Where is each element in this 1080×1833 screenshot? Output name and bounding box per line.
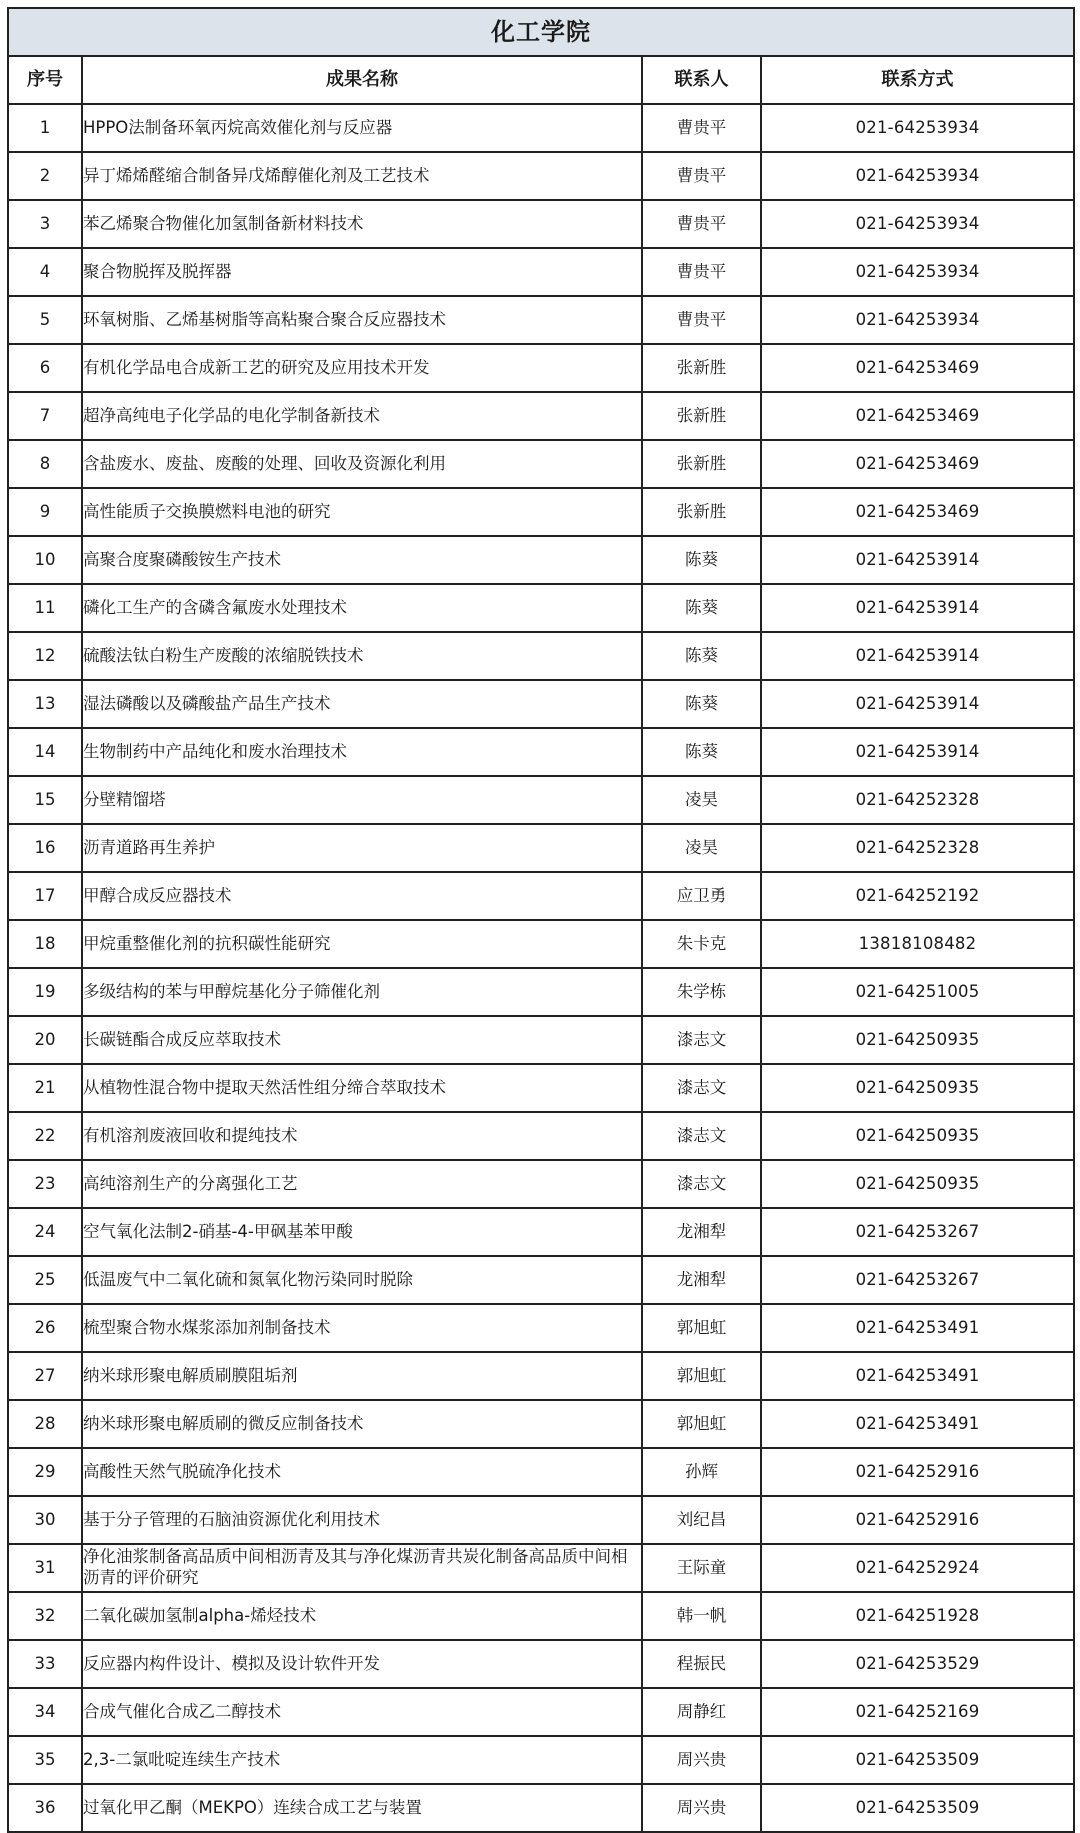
row-number: 21 — [8, 1064, 82, 1112]
table-row — [8, 1256, 1074, 1304]
contact-phone: 021-64253934 — [761, 200, 1074, 248]
contact-phone: 021-64253914 — [761, 728, 1074, 776]
contact-phone: 021-64253267 — [761, 1208, 1074, 1256]
row-number: 33 — [8, 1640, 82, 1688]
contact-person: 曹贵平 — [642, 248, 761, 296]
contact-phone: 021-64252924 — [761, 1544, 1074, 1592]
achievement-name: 硫酸法钛白粉生产废酸的浓缩脱铁技术 — [82, 632, 642, 680]
row-number: 11 — [8, 584, 82, 632]
table-row — [8, 104, 1074, 152]
contact-phone: 021-64253914 — [761, 680, 1074, 728]
achievement-name: 湿法磷酸以及磷酸盐产品生产技术 — [82, 680, 642, 728]
contact-phone: 021-64253914 — [761, 632, 1074, 680]
table-row — [8, 1400, 1074, 1448]
row-number: 30 — [8, 1496, 82, 1544]
table-row — [8, 1688, 1074, 1736]
table-row — [8, 632, 1074, 680]
table-row — [8, 440, 1074, 488]
header-contact: 联系人 — [642, 56, 761, 104]
table-row — [8, 776, 1074, 824]
table-row — [8, 1784, 1074, 1832]
achievement-name: 合成气催化合成乙二醇技术 — [82, 1688, 642, 1736]
row-number: 31 — [8, 1544, 82, 1592]
contact-phone: 021-64251928 — [761, 1592, 1074, 1640]
contact-phone: 021-64252916 — [761, 1496, 1074, 1544]
table-row — [8, 872, 1074, 920]
achievement-name: 净化油浆制备高品质中间相沥青及其与净化煤沥青共炭化制备高品质中间相沥青的评价研究 — [82, 1544, 642, 1592]
achievement-name: 过氧化甲乙酮（MEKPO）连续合成工艺与装置 — [82, 1784, 642, 1832]
contact-person: 龙湘犁 — [642, 1256, 761, 1304]
table-row — [8, 920, 1074, 968]
page-title: 化工学院 — [8, 8, 1074, 56]
contact-person: 陈葵 — [642, 728, 761, 776]
row-number: 34 — [8, 1688, 82, 1736]
contact-phone: 021-64253469 — [761, 344, 1074, 392]
contact-person: 张新胜 — [642, 440, 761, 488]
row-number: 16 — [8, 824, 82, 872]
contact-person: 陈葵 — [642, 536, 761, 584]
row-number: 14 — [8, 728, 82, 776]
contact-phone: 021-64252916 — [761, 1448, 1074, 1496]
table-row — [8, 536, 1074, 584]
achievement-name: 沥青道路再生养护 — [82, 824, 642, 872]
achievement-name: 多级结构的苯与甲醇烷基化分子筛催化剂 — [82, 968, 642, 1016]
achievement-name: 低温废气中二氧化硫和氮氧化物污染同时脱除 — [82, 1256, 642, 1304]
contact-phone: 021-64252328 — [761, 824, 1074, 872]
achievement-name: HPPO法制备环氧丙烷高效催化剂与反应器 — [82, 104, 642, 152]
contact-person: 漆志文 — [642, 1016, 761, 1064]
row-number: 22 — [8, 1112, 82, 1160]
table-row — [8, 1640, 1074, 1688]
table-row — [8, 824, 1074, 872]
contact-person: 应卫勇 — [642, 872, 761, 920]
contact-phone: 021-64250935 — [761, 1016, 1074, 1064]
table-row — [8, 1160, 1074, 1208]
contact-phone: 021-64250935 — [761, 1112, 1074, 1160]
contact-phone: 021-64253509 — [761, 1736, 1074, 1784]
contact-phone: 021-64252328 — [761, 776, 1074, 824]
contact-phone: 021-64253509 — [761, 1784, 1074, 1832]
contact-phone: 021-64250935 — [761, 1160, 1074, 1208]
contact-person: 郭旭虹 — [642, 1400, 761, 1448]
contact-person: 郭旭虹 — [642, 1304, 761, 1352]
contact-person: 曹贵平 — [642, 104, 761, 152]
row-number: 18 — [8, 920, 82, 968]
achievement-name: 高纯溶剂生产的分离强化工艺 — [82, 1160, 642, 1208]
table-row — [8, 1304, 1074, 1352]
table-row — [8, 1112, 1074, 1160]
row-number: 28 — [8, 1400, 82, 1448]
contact-phone: 021-64253914 — [761, 584, 1074, 632]
table-row — [8, 1016, 1074, 1064]
contact-person: 陈葵 — [642, 680, 761, 728]
contact-phone: 021-64253491 — [761, 1352, 1074, 1400]
contact-person: 凌昊 — [642, 824, 761, 872]
achievement-name: 有机化学品电合成新工艺的研究及应用技术开发 — [82, 344, 642, 392]
contact-phone: 021-64250935 — [761, 1064, 1074, 1112]
row-number: 3 — [8, 200, 82, 248]
results-table — [7, 7, 1075, 1833]
achievement-name: 超净高纯电子化学品的电化学制备新技术 — [82, 392, 642, 440]
row-number: 20 — [8, 1016, 82, 1064]
table-row — [8, 1064, 1074, 1112]
contact-person: 张新胜 — [642, 488, 761, 536]
achievement-name: 高性能质子交换膜燃料电池的研究 — [82, 488, 642, 536]
contact-phone: 021-64252169 — [761, 1688, 1074, 1736]
row-number: 6 — [8, 344, 82, 392]
table-row — [8, 584, 1074, 632]
contact-phone: 021-64251005 — [761, 968, 1074, 1016]
achievement-name: 环氧树脂、乙烯基树脂等高粘聚合聚合反应器技术 — [82, 296, 642, 344]
table-row — [8, 248, 1074, 296]
table-row — [8, 392, 1074, 440]
row-number: 36 — [8, 1784, 82, 1832]
achievement-name: 分壁精馏塔 — [82, 776, 642, 824]
table-row — [8, 344, 1074, 392]
row-number: 23 — [8, 1160, 82, 1208]
contact-phone: 021-64253529 — [761, 1640, 1074, 1688]
achievement-name: 聚合物脱挥及脱挥器 — [82, 248, 642, 296]
achievement-name: 苯乙烯聚合物催化加氢制备新材料技术 — [82, 200, 642, 248]
achievement-name: 梳型聚合物水煤浆添加剂制备技术 — [82, 1304, 642, 1352]
row-number: 27 — [8, 1352, 82, 1400]
row-number: 8 — [8, 440, 82, 488]
header-no: 序号 — [8, 56, 82, 104]
row-number: 19 — [8, 968, 82, 1016]
contact-person: 凌昊 — [642, 776, 761, 824]
row-number: 15 — [8, 776, 82, 824]
contact-phone: 021-64253934 — [761, 152, 1074, 200]
achievement-name: 甲烷重整催化剂的抗积碳性能研究 — [82, 920, 642, 968]
contact-person: 曹贵平 — [642, 152, 761, 200]
achievement-name: 基于分子管理的石脑油资源优化利用技术 — [82, 1496, 642, 1544]
contact-person: 曹贵平 — [642, 296, 761, 344]
row-number: 4 — [8, 248, 82, 296]
table-row — [8, 1208, 1074, 1256]
achievement-name: 含盐废水、废盐、废酸的处理、回收及资源化利用 — [82, 440, 642, 488]
achievement-name: 生物制药中产品纯化和废水治理技术 — [82, 728, 642, 776]
table-row — [8, 152, 1074, 200]
row-number: 2 — [8, 152, 82, 200]
achievement-name: 2,3-二氯吡啶连续生产技术 — [82, 1736, 642, 1784]
contact-person: 龙湘犁 — [642, 1208, 761, 1256]
contact-phone: 021-64252192 — [761, 872, 1074, 920]
row-number: 10 — [8, 536, 82, 584]
header-phone: 联系方式 — [761, 56, 1074, 104]
achievement-name: 从植物性混合物中提取天然活性组分缔合萃取技术 — [82, 1064, 642, 1112]
row-number: 32 — [8, 1592, 82, 1640]
contact-phone: 021-64253469 — [761, 392, 1074, 440]
achievement-name: 磷化工生产的含磷含氟废水处理技术 — [82, 584, 642, 632]
contact-person: 漆志文 — [642, 1112, 761, 1160]
contact-person: 孙辉 — [642, 1448, 761, 1496]
table-row — [8, 680, 1074, 728]
contact-person: 郭旭虹 — [642, 1352, 761, 1400]
contact-person: 朱卡克 — [642, 920, 761, 968]
row-number: 24 — [8, 1208, 82, 1256]
row-number: 12 — [8, 632, 82, 680]
contact-phone: 021-64253914 — [761, 536, 1074, 584]
achievement-name: 空气氧化法制2-硝基-4-甲砜基苯甲酸 — [82, 1208, 642, 1256]
contact-phone: 13818108482 — [761, 920, 1074, 968]
contact-phone: 021-64253934 — [761, 296, 1074, 344]
contact-person: 陈葵 — [642, 632, 761, 680]
row-number: 26 — [8, 1304, 82, 1352]
achievement-name: 纳米球形聚电解质刷的微反应制备技术 — [82, 1400, 642, 1448]
header-row — [8, 56, 1074, 104]
table-row — [8, 200, 1074, 248]
achievement-name: 反应器内构件设计、模拟及设计软件开发 — [82, 1640, 642, 1688]
table-row — [8, 1544, 1074, 1592]
contact-person: 周兴贵 — [642, 1784, 761, 1832]
contact-phone: 021-64253491 — [761, 1400, 1074, 1448]
row-number: 13 — [8, 680, 82, 728]
achievement-name: 甲醇合成反应器技术 — [82, 872, 642, 920]
contact-person: 张新胜 — [642, 392, 761, 440]
contact-phone: 021-64253469 — [761, 440, 1074, 488]
contact-phone: 021-64253934 — [761, 104, 1074, 152]
achievement-name: 纳米球形聚电解质刷膜阻垢剂 — [82, 1352, 642, 1400]
contact-person: 朱学栋 — [642, 968, 761, 1016]
achievement-name: 长碳链酯合成反应萃取技术 — [82, 1016, 642, 1064]
header-name: 成果名称 — [82, 56, 642, 104]
table-row — [8, 488, 1074, 536]
row-number: 29 — [8, 1448, 82, 1496]
contact-person: 刘纪昌 — [642, 1496, 761, 1544]
table-row — [8, 1592, 1074, 1640]
achievement-name: 高聚合度聚磷酸铵生产技术 — [82, 536, 642, 584]
contact-phone: 021-64253469 — [761, 488, 1074, 536]
results-sheet — [7, 7, 1073, 1833]
achievement-name: 高酸性天然气脱硫净化技术 — [82, 1448, 642, 1496]
contact-person: 陈葵 — [642, 584, 761, 632]
row-number: 35 — [8, 1736, 82, 1784]
row-number: 5 — [8, 296, 82, 344]
table-row — [8, 728, 1074, 776]
row-number: 17 — [8, 872, 82, 920]
contact-person: 周兴贵 — [642, 1736, 761, 1784]
row-number: 9 — [8, 488, 82, 536]
row-number: 7 — [8, 392, 82, 440]
contact-person: 周静红 — [642, 1688, 761, 1736]
row-number: 25 — [8, 1256, 82, 1304]
row-number: 1 — [8, 104, 82, 152]
table-row — [8, 1352, 1074, 1400]
achievement-name: 异丁烯烯醛缩合制备异戊烯醇催化剂及工艺技术 — [82, 152, 642, 200]
achievement-name: 二氧化碳加氢制alpha-烯烃技术 — [82, 1592, 642, 1640]
contact-person: 程振民 — [642, 1640, 761, 1688]
contact-person: 漆志文 — [642, 1160, 761, 1208]
contact-phone: 021-64253267 — [761, 1256, 1074, 1304]
table-row — [8, 1496, 1074, 1544]
contact-person: 曹贵平 — [642, 200, 761, 248]
contact-person: 王际童 — [642, 1544, 761, 1592]
table-row — [8, 1448, 1074, 1496]
achievement-name: 有机溶剂废液回收和提纯技术 — [82, 1112, 642, 1160]
contact-person: 张新胜 — [642, 344, 761, 392]
table-row — [8, 1736, 1074, 1784]
table-row — [8, 968, 1074, 1016]
table-row — [8, 296, 1074, 344]
contact-phone: 021-64253491 — [761, 1304, 1074, 1352]
contact-phone: 021-64253934 — [761, 248, 1074, 296]
contact-person: 韩一帆 — [642, 1592, 761, 1640]
contact-person: 漆志文 — [642, 1064, 761, 1112]
